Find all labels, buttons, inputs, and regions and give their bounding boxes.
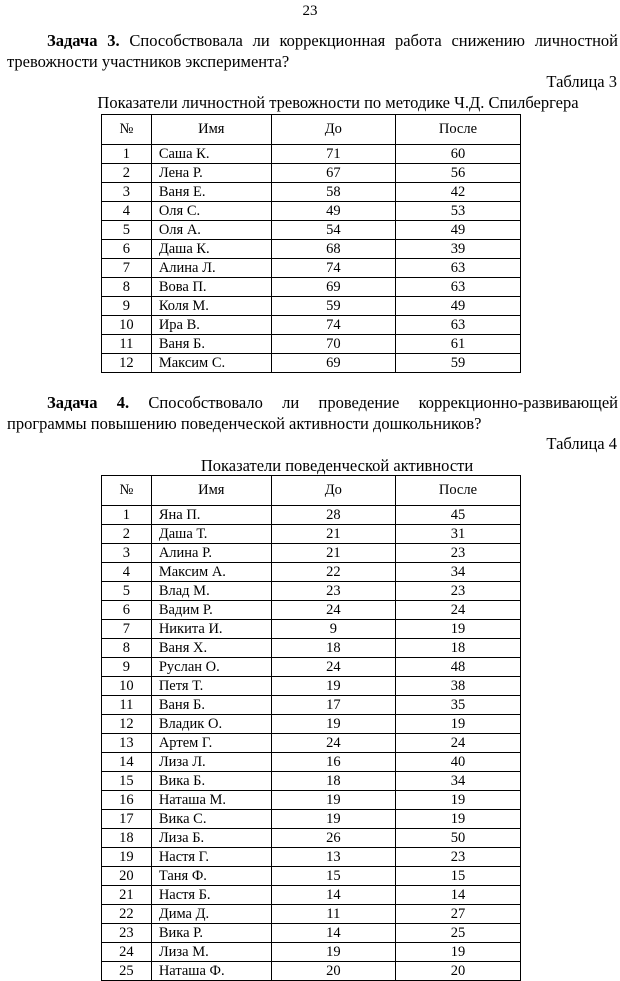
cell-before: 71 (271, 145, 395, 164)
cell-before: 19 (271, 715, 395, 734)
cell-before: 58 (271, 183, 395, 202)
cell-before: 19 (271, 810, 395, 829)
cell-name: Даша Т. (151, 525, 271, 544)
cell-before: 19 (271, 943, 395, 962)
cell-before: 14 (271, 886, 395, 905)
cell-name: Ваня Х. (151, 639, 271, 658)
cell-before: 28 (271, 506, 395, 525)
task-4-label: Задача 4. (47, 393, 130, 412)
cell-before: 19 (271, 677, 395, 696)
cell-name: Ваня Е. (151, 183, 271, 202)
task-3-question: Способствовала ли коррекционная работа снижению личностной тревожности участников эксперимента? (7, 31, 618, 71)
table-row (102, 240, 521, 259)
cell-num: 20 (102, 867, 152, 886)
cell-name: Таня Ф. (151, 867, 271, 886)
cell-num: 10 (102, 677, 152, 696)
cell-before: 11 (271, 905, 395, 924)
cell-name: Максим С. (151, 354, 271, 373)
table-header-row (102, 115, 521, 145)
cell-num: 18 (102, 829, 152, 848)
table-row (102, 620, 521, 639)
cell-name: Лена Р. (151, 164, 271, 183)
cell-after: 24 (395, 734, 520, 753)
cell-after: 59 (395, 354, 520, 373)
cell-before: 67 (271, 164, 395, 183)
table-row (102, 525, 521, 544)
cell-after: 34 (395, 772, 520, 791)
table-3-caption: Показатели личностной тревожности по методике Ч.Д. Спилбергера (97, 93, 579, 112)
cell-after: 50 (395, 829, 520, 848)
cell-name: Дима Д. (151, 905, 271, 924)
cell-after: 27 (395, 905, 520, 924)
table-row (102, 848, 521, 867)
cell-num: 1 (102, 145, 152, 164)
cell-num: 2 (102, 525, 152, 544)
cell-before: 24 (271, 658, 395, 677)
table-row (102, 335, 521, 354)
cell-before: 15 (271, 867, 395, 886)
table-4-caption: Показатели поведенческой активности (200, 456, 474, 475)
table-row (102, 886, 521, 905)
cell-name: Владик О. (151, 715, 271, 734)
cell-num: 12 (102, 715, 152, 734)
cell-before: 74 (271, 259, 395, 278)
cell-num: 3 (102, 544, 152, 563)
table-row (102, 259, 521, 278)
cell-name: Влад М. (151, 582, 271, 601)
cell-after: 39 (395, 240, 520, 259)
table-row (102, 772, 521, 791)
cell-num: 12 (102, 354, 152, 373)
column-header-name: Имя (151, 115, 271, 145)
table-row (102, 563, 521, 582)
cell-num: 4 (102, 563, 152, 582)
cell-before: 59 (271, 297, 395, 316)
cell-name: Наташа М. (151, 791, 271, 810)
table-row (102, 639, 521, 658)
cell-after: 25 (395, 924, 520, 943)
cell-before: 14 (271, 924, 395, 943)
cell-name: Вика Б. (151, 772, 271, 791)
cell-name: Саша К. (151, 145, 271, 164)
cell-before: 26 (271, 829, 395, 848)
cell-after: 19 (395, 620, 520, 639)
cell-before: 9 (271, 620, 395, 639)
column-header-before: До (271, 476, 395, 506)
cell-name: Лиза М. (151, 943, 271, 962)
cell-before: 13 (271, 848, 395, 867)
cell-num: 24 (102, 943, 152, 962)
column-header-name: Имя (151, 476, 271, 506)
cell-after: 23 (395, 582, 520, 601)
task-3-label: Задача 3. (47, 31, 120, 50)
cell-before: 18 (271, 772, 395, 791)
cell-name: Оля А. (151, 221, 271, 240)
table-row (102, 715, 521, 734)
cell-name: Коля М. (151, 297, 271, 316)
cell-after: 19 (395, 715, 520, 734)
table-row (102, 753, 521, 772)
table-row (102, 145, 521, 164)
cell-after: 14 (395, 886, 520, 905)
cell-name: Лиза Л. (151, 753, 271, 772)
table-3 (101, 114, 521, 373)
cell-after: 15 (395, 867, 520, 886)
table-row (102, 582, 521, 601)
cell-name: Наташа Ф. (151, 962, 271, 981)
table-row (102, 810, 521, 829)
cell-num: 5 (102, 582, 152, 601)
cell-before: 17 (271, 696, 395, 715)
table-row (102, 734, 521, 753)
cell-after: 45 (395, 506, 520, 525)
cell-name: Лиза Б. (151, 829, 271, 848)
cell-before: 24 (271, 734, 395, 753)
table-header-row (102, 476, 521, 506)
task-3-paragraph (7, 30, 618, 72)
table-row (102, 867, 521, 886)
cell-name: Настя Б. (151, 886, 271, 905)
table-row (102, 658, 521, 677)
cell-num: 11 (102, 335, 152, 354)
cell-num: 16 (102, 791, 152, 810)
cell-name: Максим А. (151, 563, 271, 582)
cell-num: 17 (102, 810, 152, 829)
cell-before: 74 (271, 316, 395, 335)
cell-after: 19 (395, 943, 520, 962)
cell-after: 31 (395, 525, 520, 544)
table-row (102, 829, 521, 848)
cell-name: Вадим Р. (151, 601, 271, 620)
column-header-before: До (271, 115, 395, 145)
cell-name: Алина Р. (151, 544, 271, 563)
table-row (102, 544, 521, 563)
table-row (102, 696, 521, 715)
table-row (102, 924, 521, 943)
table-row (102, 506, 521, 525)
cell-after: 49 (395, 297, 520, 316)
table-row (102, 943, 521, 962)
table-3-label: Таблица 3 (546, 72, 617, 91)
cell-num: 8 (102, 639, 152, 658)
cell-after: 60 (395, 145, 520, 164)
cell-num: 6 (102, 240, 152, 259)
table-row (102, 962, 521, 981)
cell-num: 22 (102, 905, 152, 924)
cell-num: 7 (102, 620, 152, 639)
cell-before: 54 (271, 221, 395, 240)
table-row (102, 221, 521, 240)
page-number: 23 (302, 3, 318, 19)
table-row (102, 297, 521, 316)
cell-before: 68 (271, 240, 395, 259)
cell-num: 1 (102, 506, 152, 525)
cell-after: 63 (395, 259, 520, 278)
cell-name: Никита И. (151, 620, 271, 639)
table-row (102, 164, 521, 183)
cell-before: 22 (271, 563, 395, 582)
cell-name: Артем Г. (151, 734, 271, 753)
cell-after: 38 (395, 677, 520, 696)
cell-after: 18 (395, 639, 520, 658)
cell-before: 70 (271, 335, 395, 354)
cell-num: 9 (102, 297, 152, 316)
cell-num: 2 (102, 164, 152, 183)
cell-before: 19 (271, 791, 395, 810)
table-row (102, 677, 521, 696)
cell-after: 19 (395, 791, 520, 810)
cell-num: 25 (102, 962, 152, 981)
cell-name: Ваня Б. (151, 335, 271, 354)
cell-name: Вика С. (151, 810, 271, 829)
cell-num: 4 (102, 202, 152, 221)
cell-num: 9 (102, 658, 152, 677)
table-row (102, 791, 521, 810)
table-row (102, 601, 521, 620)
cell-num: 19 (102, 848, 152, 867)
column-header-after: После (395, 476, 520, 506)
cell-name: Даша К. (151, 240, 271, 259)
cell-name: Настя Г. (151, 848, 271, 867)
task-4-question: Способствовало ли проведение коррекционно-развивающей программы повышению поведенческой активности дошкольников? (7, 393, 619, 433)
cell-after: 53 (395, 202, 520, 221)
cell-name: Вика Р. (151, 924, 271, 943)
column-header-after: После (395, 115, 520, 145)
cell-before: 69 (271, 278, 395, 297)
table-row (102, 354, 521, 373)
cell-name: Ваня Б. (151, 696, 271, 715)
cell-after: 42 (395, 183, 520, 202)
cell-after: 35 (395, 696, 520, 715)
cell-num: 23 (102, 924, 152, 943)
cell-after: 61 (395, 335, 520, 354)
cell-after: 19 (395, 810, 520, 829)
cell-before: 18 (271, 639, 395, 658)
cell-num: 10 (102, 316, 152, 335)
task-4-paragraph (7, 392, 618, 434)
cell-num: 5 (102, 221, 152, 240)
cell-num: 8 (102, 278, 152, 297)
cell-before: 23 (271, 582, 395, 601)
cell-after: 23 (395, 544, 520, 563)
cell-num: 21 (102, 886, 152, 905)
table-row (102, 202, 521, 221)
table-row (102, 316, 521, 335)
table-4-label: Таблица 4 (546, 434, 617, 453)
table-row (102, 278, 521, 297)
cell-before: 49 (271, 202, 395, 221)
cell-after: 23 (395, 848, 520, 867)
cell-after: 56 (395, 164, 520, 183)
cell-after: 34 (395, 563, 520, 582)
cell-before: 21 (271, 525, 395, 544)
table-4 (101, 475, 521, 981)
cell-before: 16 (271, 753, 395, 772)
cell-after: 63 (395, 278, 520, 297)
cell-before: 24 (271, 601, 395, 620)
cell-name: Оля С. (151, 202, 271, 221)
column-header-num: № (102, 476, 152, 506)
cell-after: 63 (395, 316, 520, 335)
column-header-num: № (102, 115, 152, 145)
cell-after: 48 (395, 658, 520, 677)
cell-before: 20 (271, 962, 395, 981)
cell-name: Петя Т. (151, 677, 271, 696)
cell-after: 40 (395, 753, 520, 772)
cell-name: Яна П. (151, 506, 271, 525)
cell-num: 3 (102, 183, 152, 202)
cell-num: 14 (102, 753, 152, 772)
cell-num: 7 (102, 259, 152, 278)
cell-name: Вова П. (151, 278, 271, 297)
cell-name: Ира В. (151, 316, 271, 335)
cell-num: 15 (102, 772, 152, 791)
cell-after: 20 (395, 962, 520, 981)
cell-name: Руслан О. (151, 658, 271, 677)
cell-after: 49 (395, 221, 520, 240)
cell-before: 69 (271, 354, 395, 373)
table-row (102, 183, 521, 202)
cell-after: 24 (395, 601, 520, 620)
table-row (102, 905, 521, 924)
cell-before: 21 (271, 544, 395, 563)
cell-name: Алина Л. (151, 259, 271, 278)
cell-num: 13 (102, 734, 152, 753)
cell-num: 11 (102, 696, 152, 715)
cell-num: 6 (102, 601, 152, 620)
